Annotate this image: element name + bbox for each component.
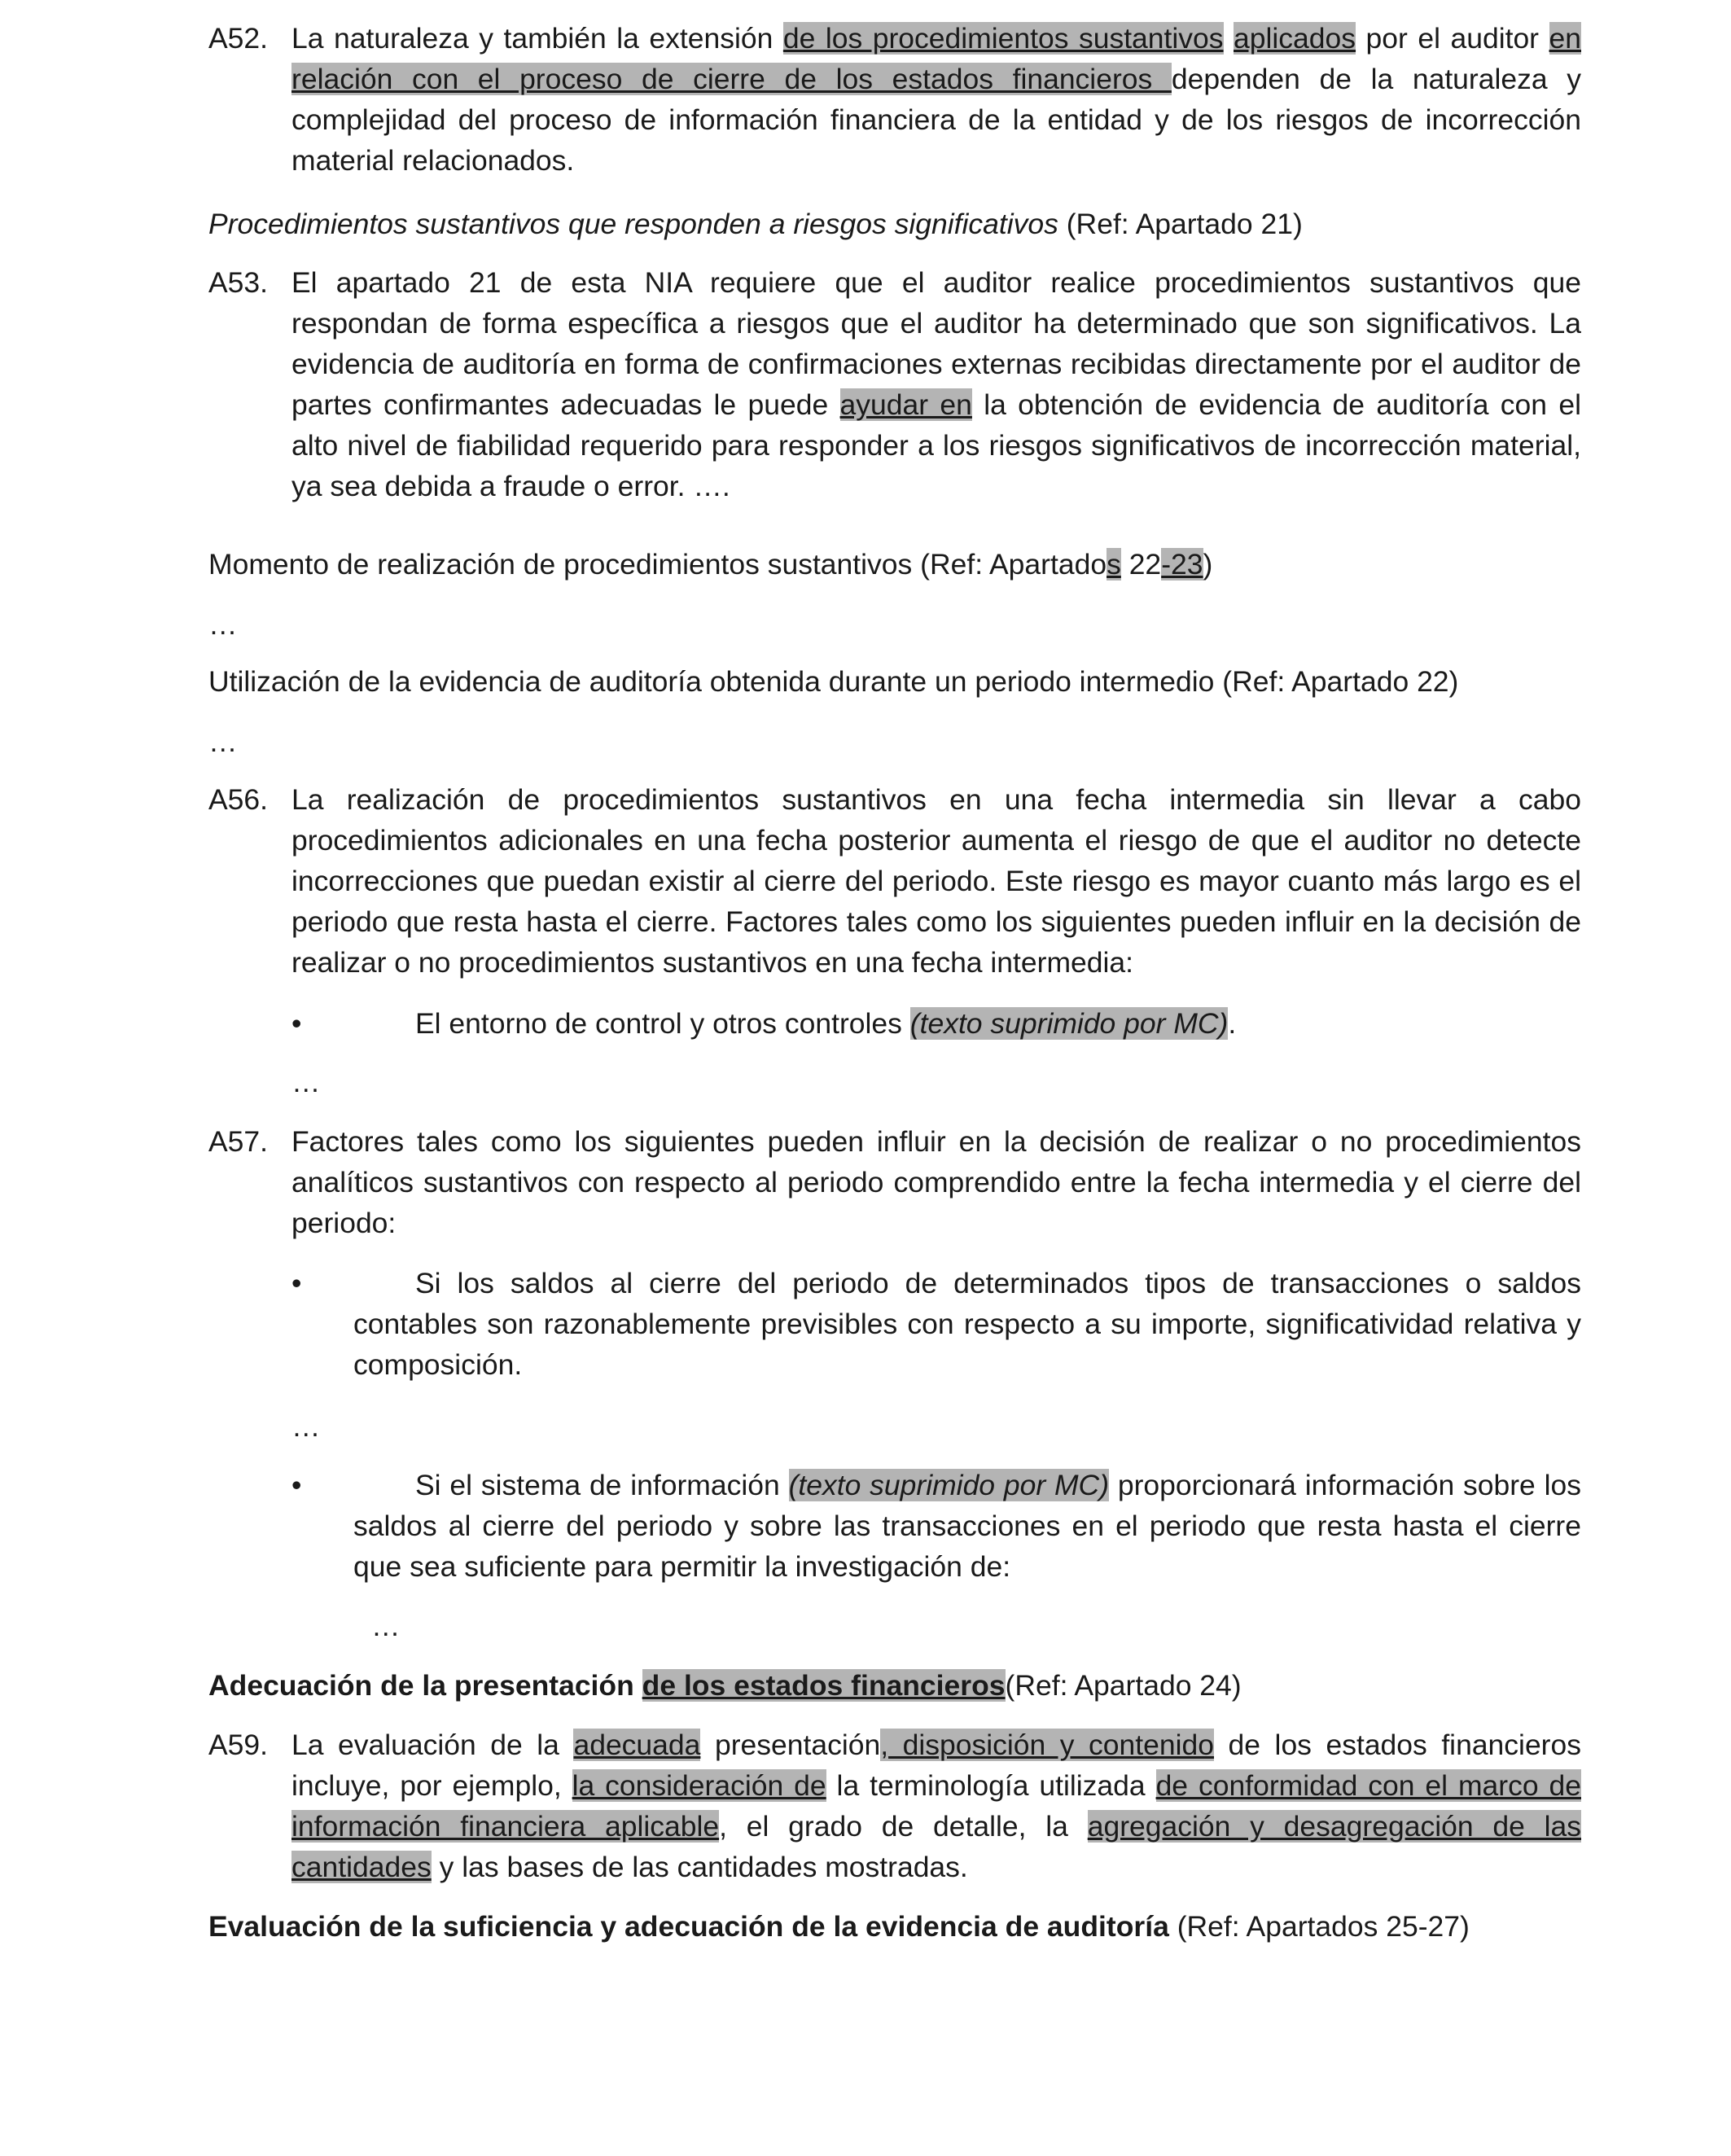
section-heading-adecuacion: Adecuación de la presentación de los estados financieros(Ref: Apartado 24) xyxy=(208,1669,1242,1702)
highlighted-text: aplicados xyxy=(1234,22,1356,55)
ellipsis: … xyxy=(291,1066,321,1098)
paragraph-a53 xyxy=(208,262,1581,506)
highlighted-text: de los procedimientos sustantivos xyxy=(782,22,1224,55)
ellipsis: … xyxy=(208,608,238,641)
highlighted-text: agregación y desagregación de las cantidades xyxy=(291,1810,1582,1883)
paragraph-number: A57. xyxy=(208,1125,269,1158)
highlighted-text: la consideración de xyxy=(572,1769,826,1802)
highlighted-text: adecuada xyxy=(573,1729,701,1761)
paragraph-number: A53. xyxy=(208,266,269,299)
highlighted-text: de conformidad con el marco de información financiera aplicable xyxy=(291,1769,1581,1843)
highlighted-text: , disposición y contenido xyxy=(880,1729,1215,1761)
bullet-item: • Si los saldos al cierre del periodo de determinados tipos de transacciones o saldos contables son razonablemente previsibles con respecto a su importe, significatividad relativa y composición. xyxy=(208,1263,1581,1385)
highlighted-text: (texto suprimido por MC) xyxy=(909,1007,1229,1040)
highlighted-text: en relación con el proceso de cierre de los estados financieros xyxy=(291,22,1582,95)
paragraph-number: A52. xyxy=(208,22,269,55)
highlighted-text: (texto suprimido por MC) xyxy=(788,1469,1110,1501)
bullet-mark: • xyxy=(291,1469,302,1501)
bullet-item: • El entorno de control y otros controles (texto suprimido por MC). xyxy=(208,1003,1581,1044)
section-heading-utilizacion: Utilización de la evidencia de auditoría obtenida durante un periodo intermedio (Ref: Apartado 22) xyxy=(208,665,1459,698)
paragraph-text: La evaluación de la adecuada presentación, disposición y contenido de los estados financieros incluye, por ejemplo, la consideración de la terminología utilizada de conformidad con el marco de información financiera aplicable, el grado de detalle, la agregación y desagregación de las cantidades y las bases de las cantidades mostradas. xyxy=(291,1729,1582,1883)
ellipsis: … xyxy=(291,1410,321,1443)
paragraph-a56 xyxy=(208,779,1581,983)
section-heading-momento: Momento de realización de procedimientos sustantivos (Ref: Apartados 22-23) xyxy=(208,548,1213,581)
section-heading-sustantivos: Procedimientos sustantivos que responden a riesgos significativos (Ref: Apartado 21) xyxy=(208,208,1303,240)
paragraph-a57 xyxy=(208,1121,1581,1243)
paragraph-text: La naturaleza y también la extensión de los procedimientos sustantivos aplicados por el auditor en relación con el proceso de cierre de los estados financieros dependen de la naturaleza y complejidad del proceso de información financiera de la entidad y de los riesgos de incorrección material relacionados. xyxy=(291,22,1582,177)
ellipsis: … xyxy=(208,725,238,758)
paragraph-a59 xyxy=(208,1724,1581,1887)
paragraph-number: A56. xyxy=(208,783,269,816)
bullet-mark: • xyxy=(291,1267,302,1299)
paragraph-a52 xyxy=(208,18,1581,181)
paragraph-text: Factores tales como los siguientes pueden influir en la decisión de realizar o no procedimientos analíticos sustantivos con respecto al periodo comprendido entre la fecha intermedia y el cierre del periodo: xyxy=(291,1125,1581,1239)
paragraph-number: A59. xyxy=(208,1729,269,1761)
bullet-item: • Si el sistema de información (texto suprimido por MC) proporcionará información sobre los saldos al cierre del periodo y sobre las transacciones en el periodo que resta hasta el cierre que sea suficiente para permitir la investigación de: xyxy=(208,1465,1581,1587)
highlighted-text: ayudar en xyxy=(839,388,972,421)
paragraph-text: La realización de procedimientos sustantivos en una fecha intermedia sin llevar a cabo procedimientos adicionales en una fecha posterior aumenta el riesgo de que el auditor no detecte incorrecciones que puedan existir al cierre del periodo. Este riesgo es mayor cuanto más largo es el periodo que resta hasta el cierre. Factores tales como los siguientes pueden influir en la decisión de realizar o no procedimientos sustantivos en una fecha intermedia: xyxy=(291,783,1581,979)
ellipsis: … xyxy=(371,1610,401,1642)
bullet-mark: • xyxy=(291,1007,302,1040)
paragraph-text: El apartado 21 de esta NIA requiere que el auditor realice procedimientos sustantivos que respondan de forma específica a riesgos que el auditor ha determinado que son significativos. La evidencia de auditoría en forma de confirmaciones externas recibidas directamente por el auditor de partes confirmantes adecuadas le puede ayudar en la obtención de evidencia de auditoría con el alto nivel de fiabilidad requerido para responder a los riesgos significativos de incorrección material, ya sea debida a fraude o error. …. xyxy=(291,266,1581,502)
section-heading-evaluacion: Evaluación de la suficiencia y adecuación de la evidencia de auditoría (Ref: Apartados 25-27) xyxy=(208,1910,1470,1943)
